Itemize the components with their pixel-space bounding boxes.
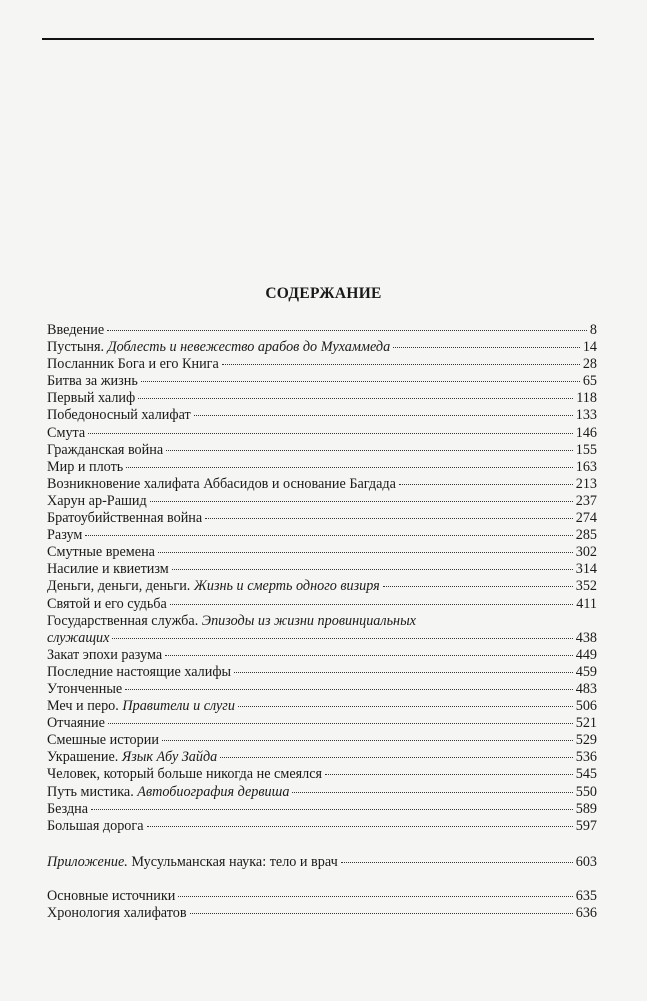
toc-entry-label: Украшение. bbox=[47, 749, 122, 766]
toc-entry bbox=[47, 527, 597, 544]
toc-entry-label: Государственная служба. bbox=[47, 612, 202, 629]
toc-entry bbox=[47, 407, 597, 424]
toc-entry-page: 146 bbox=[575, 424, 597, 441]
toc-entry bbox=[47, 476, 597, 493]
leader-dots bbox=[205, 518, 573, 519]
toc-group-main bbox=[47, 322, 597, 613]
toc-entry-page: 459 bbox=[575, 663, 597, 680]
leader-dots bbox=[108, 723, 573, 724]
toc-entry bbox=[47, 905, 597, 922]
toc-entry bbox=[47, 322, 597, 339]
toc-entry bbox=[47, 596, 597, 613]
toc-entry-label: Утонченные bbox=[47, 680, 123, 697]
leader-dots bbox=[325, 774, 573, 775]
toc-entry-page: 636 bbox=[575, 905, 597, 921]
toc-entry bbox=[47, 664, 597, 681]
toc-entry-label: Харун ар-Рашид bbox=[47, 492, 147, 509]
toc-entry-page: 8 bbox=[589, 322, 597, 338]
toc-entry-label: Первый халиф bbox=[47, 390, 136, 407]
leader-dots bbox=[85, 535, 572, 536]
toc-entry-page: 14 bbox=[582, 339, 597, 356]
toc-entry-page: 603 bbox=[575, 853, 597, 870]
toc-entry-page: 285 bbox=[575, 527, 597, 544]
toc-entry-page: 302 bbox=[575, 544, 597, 561]
toc-entry bbox=[47, 442, 597, 459]
toc-entry bbox=[47, 888, 597, 905]
toc-entry-label: Мусульманская наука: тело и врач bbox=[127, 853, 338, 870]
leader-dots bbox=[126, 467, 572, 468]
page-title: СОДЕРЖАНИЕ bbox=[265, 285, 382, 302]
leader-dots bbox=[341, 862, 573, 863]
toc-entry bbox=[47, 425, 597, 442]
leader-dots bbox=[138, 398, 573, 399]
leader-dots bbox=[162, 740, 573, 741]
toc-entry-page: 545 bbox=[575, 766, 597, 783]
leader-dots bbox=[383, 586, 573, 587]
toc-entry bbox=[47, 732, 597, 749]
toc-entry bbox=[47, 681, 597, 698]
toc-entry bbox=[47, 818, 597, 835]
toc-entry bbox=[47, 373, 597, 390]
toc-entry bbox=[47, 390, 597, 407]
leader-dots bbox=[166, 450, 573, 451]
toc-entry bbox=[47, 493, 597, 510]
toc-group-main-2 bbox=[47, 647, 597, 835]
toc-entry-label: Пустыня. bbox=[47, 339, 108, 356]
toc-entry-label: Человек, который больше никогда не смеялся bbox=[47, 766, 323, 783]
leader-dots bbox=[107, 330, 587, 331]
toc-entry-page: 438 bbox=[575, 629, 597, 646]
leader-dots bbox=[165, 655, 573, 656]
toc-entry-label: Насилие и квиетизм bbox=[47, 561, 169, 578]
toc-entry-label: Введение bbox=[47, 322, 105, 338]
leader-dots bbox=[91, 809, 573, 810]
leader-dots bbox=[234, 672, 573, 673]
toc-entry-page: 449 bbox=[575, 646, 597, 663]
toc-entry-label: Смешные истории bbox=[47, 732, 159, 749]
toc-entry-label: Меч и перо. bbox=[47, 698, 123, 715]
toc-entry-label: Битва за жизнь bbox=[47, 373, 138, 390]
toc-entry bbox=[47, 339, 597, 356]
toc-entry-page: 28 bbox=[582, 356, 597, 373]
toc-entry-label: Разум bbox=[47, 527, 83, 544]
toc-entry bbox=[47, 578, 597, 595]
toc-entry-label: Бездна bbox=[47, 800, 89, 817]
toc-entry-label: Последние настоящие халифы bbox=[47, 663, 232, 680]
leader-dots bbox=[194, 415, 573, 416]
leader-dots bbox=[178, 896, 572, 897]
toc-entry-page: 352 bbox=[575, 578, 597, 595]
toc-entry-page: 597 bbox=[575, 817, 597, 834]
toc-entry-label: Мир и плоть bbox=[47, 458, 124, 475]
toc-entry-multiline bbox=[47, 613, 597, 647]
toc-entry-label: Победоносный халифат bbox=[47, 407, 191, 424]
toc-entry-subtitle: Доблесть и невежество арабов до Мухаммеда bbox=[107, 339, 391, 356]
toc-entry-subtitle: Язык Абу Зайда bbox=[121, 749, 218, 766]
toc-entry-appendix bbox=[47, 854, 597, 871]
leader-dots bbox=[170, 604, 573, 605]
toc-entry-page: 118 bbox=[576, 390, 597, 407]
toc-entry-label: Смута bbox=[47, 424, 86, 441]
leader-dots bbox=[399, 484, 573, 485]
toc-entry bbox=[47, 544, 597, 561]
toc-entry-page: 65 bbox=[582, 373, 597, 390]
leader-dots bbox=[147, 826, 573, 827]
toc-entry-page: 274 bbox=[575, 510, 597, 527]
toc-entry-subtitle: Автобиография дервиша bbox=[137, 783, 290, 800]
toc-entry-subtitle: Правители и слуги bbox=[122, 698, 235, 715]
toc-entry-page: 237 bbox=[575, 492, 597, 509]
leader-dots bbox=[141, 381, 580, 382]
table-of-contents bbox=[47, 322, 597, 922]
toc-entry bbox=[47, 356, 597, 373]
toc-entry-page: 163 bbox=[575, 458, 597, 475]
leader-dots bbox=[292, 792, 572, 793]
toc-entry-page: 589 bbox=[575, 800, 597, 817]
toc-entry-subtitle: Эпизоды из жизни провинциальных bbox=[201, 612, 416, 629]
toc-entry-page: 133 bbox=[575, 407, 597, 424]
leader-dots bbox=[88, 433, 573, 434]
toc-entry-subtitle: Жизнь и смерть одного визиря bbox=[193, 578, 380, 595]
header-rule bbox=[42, 38, 594, 40]
toc-entry-label: Путь мистика. bbox=[47, 783, 138, 800]
leader-dots bbox=[238, 706, 573, 707]
toc-entry-label: Деньги, деньги, деньги. bbox=[47, 578, 194, 595]
leader-dots bbox=[172, 569, 573, 570]
toc-entry-subtitle-cont: служащих bbox=[47, 629, 110, 646]
leader-dots bbox=[222, 364, 580, 365]
toc-entry-page: 529 bbox=[575, 732, 597, 749]
toc-entry-page: 411 bbox=[576, 595, 597, 612]
toc-entry-label: Братоубийственная война bbox=[47, 510, 203, 527]
toc-entry bbox=[47, 561, 597, 578]
toc-entry-label: Смутные времена bbox=[47, 544, 155, 561]
toc-entry bbox=[47, 698, 597, 715]
leader-dots bbox=[150, 501, 573, 502]
leader-dots bbox=[125, 689, 573, 690]
leader-dots bbox=[190, 913, 573, 914]
toc-entry-label: Закат эпохи разума bbox=[47, 646, 163, 663]
toc-entry bbox=[47, 647, 597, 664]
appendix-prefix: Приложение. bbox=[47, 853, 128, 870]
toc-entry-label: Хронология халифатов bbox=[47, 905, 187, 921]
leader-dots bbox=[393, 347, 580, 348]
toc-entry-page: 155 bbox=[575, 441, 597, 458]
toc-entry bbox=[47, 510, 597, 527]
toc-entry-page: 314 bbox=[575, 561, 597, 578]
toc-entry-page: 213 bbox=[575, 475, 597, 492]
leader-dots bbox=[112, 638, 572, 639]
toc-entry-page: 483 bbox=[575, 680, 597, 697]
toc-entry bbox=[47, 784, 597, 801]
toc-entry bbox=[47, 801, 597, 818]
toc-entry-page: 521 bbox=[575, 715, 597, 732]
toc-entry-page: 635 bbox=[575, 887, 597, 904]
toc-entry-page: 536 bbox=[575, 749, 597, 766]
toc-entry-page: 506 bbox=[575, 698, 597, 715]
toc-entry bbox=[47, 749, 597, 766]
toc-group-back bbox=[47, 888, 597, 922]
toc-entry-label: Гражданская война bbox=[47, 441, 164, 458]
toc-entry-label: Возникновение халифата Аббасидов и основание Багдада bbox=[47, 475, 396, 492]
toc-entry-page: 550 bbox=[575, 783, 597, 800]
toc-entry-label: Большая дорога bbox=[47, 817, 144, 834]
toc-entry-label: Основные источники bbox=[47, 887, 176, 904]
toc-entry-label: Святой и его судьба bbox=[47, 595, 167, 612]
toc-entry-label: Посланник Бога и его Книга bbox=[47, 356, 219, 373]
leader-dots bbox=[158, 552, 573, 553]
toc-entry bbox=[47, 766, 597, 783]
toc-entry-label: Отчаяние bbox=[47, 715, 105, 732]
toc-entry bbox=[47, 459, 597, 476]
leader-dots bbox=[220, 757, 572, 758]
toc-entry bbox=[47, 715, 597, 732]
